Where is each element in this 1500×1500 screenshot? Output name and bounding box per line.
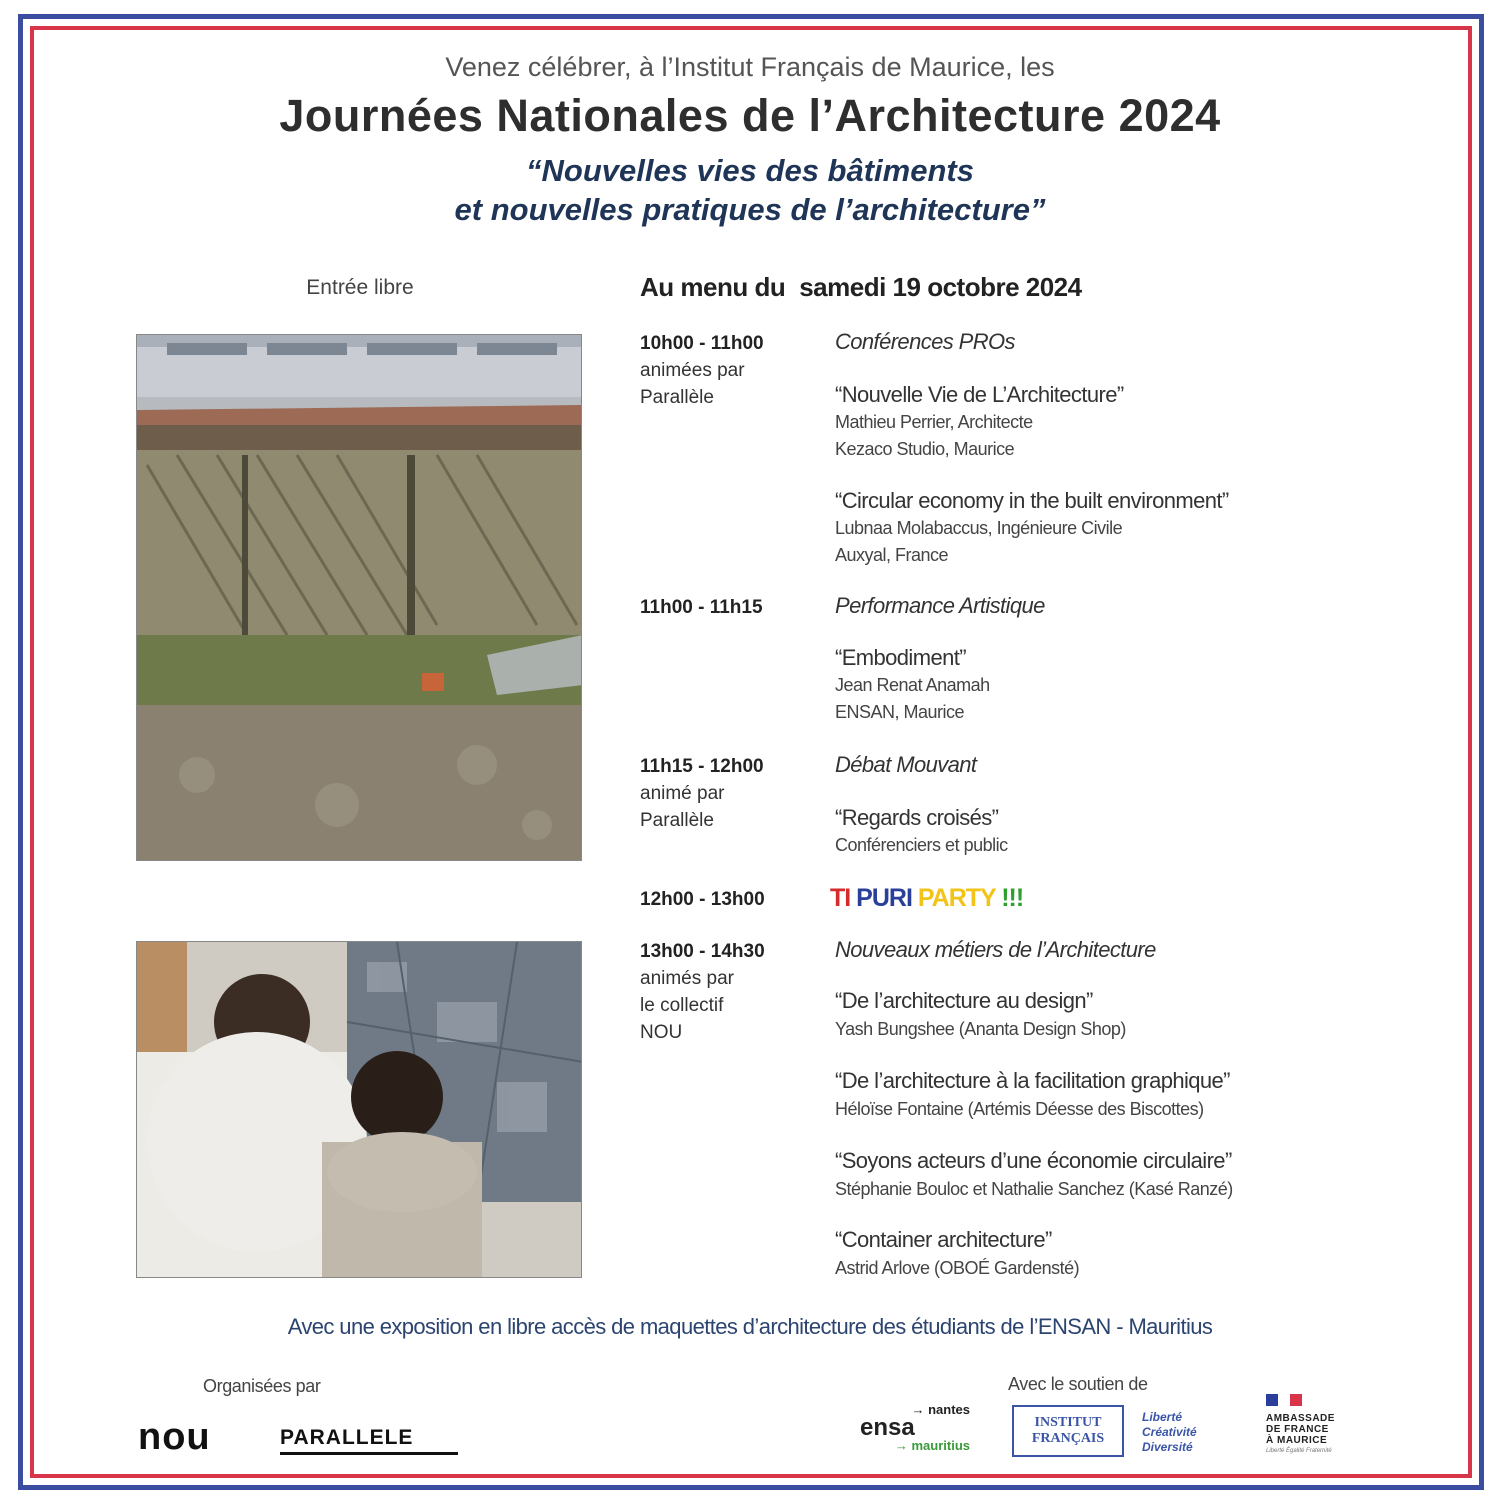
- organised-by-label: Organisées par: [203, 1376, 321, 1396]
- motto-liberte-creativite-diversite: [1142, 1410, 1197, 1455]
- host-3b: Parallèle: [640, 810, 714, 831]
- embassy-line-1: AMBASSADE: [1266, 1413, 1335, 1424]
- subtitle-line-1: “Nouvelles vies des bâtiments: [526, 153, 974, 188]
- host-3a: animé par: [640, 783, 725, 804]
- talk-title-5-3: “Soyons acteurs d’une économie circulaire”: [835, 1148, 1232, 1173]
- host-1a: animées par: [640, 360, 745, 381]
- parallele-logo-text: PARALLELE: [280, 1426, 414, 1449]
- embassy-motto: Liberté Égalité Fraternité: [1266, 1448, 1332, 1454]
- page-title: Journées Nationales de l’Architecture 2024: [279, 90, 1221, 141]
- speaker-2-1: [835, 672, 990, 726]
- motto-1: Liberté: [1142, 1410, 1183, 1424]
- talk-title-5-1: “De l’architecture au design”: [835, 988, 1093, 1013]
- speaker-name: Jean Renat Anamah: [835, 675, 990, 695]
- ensa-logo: [860, 1403, 970, 1459]
- intro-text: Venez célébrer, à l’Institut Français de Maurice, les: [445, 52, 1055, 82]
- ensa-nantes: → nantes: [911, 1402, 970, 1417]
- speaker-name: Mathieu Perrier, Architecte: [835, 412, 1033, 432]
- party-exclaim: !!!: [1001, 884, 1024, 912]
- session-title-3: Débat Mouvant: [835, 752, 977, 777]
- talk-title-3-1: “Regards croisés”: [835, 805, 999, 830]
- if-line-1: INSTITUT: [1034, 1415, 1102, 1430]
- photo-old-building: [136, 334, 582, 861]
- french-flag-icon: [1266, 1394, 1302, 1406]
- time-slot-2: [640, 594, 820, 621]
- time-1: 10h00 - 11h00: [640, 333, 764, 354]
- menu-label: Au menu du: [640, 272, 786, 302]
- free-entry-label: Entrée libre: [306, 276, 414, 299]
- time-5: 13h00 - 14h30: [640, 941, 765, 962]
- menu-heading: [640, 272, 1082, 303]
- time-3: 11h15 - 12h00: [640, 756, 764, 777]
- talk-title-5-4: “Container architecture”: [835, 1227, 1052, 1252]
- time-slot-1: [640, 330, 820, 411]
- speaker-3-1: Conférenciers et public: [835, 835, 1008, 855]
- menu-date: samedi 19 octobre 2024: [799, 272, 1082, 302]
- ti-puri-party: [830, 884, 1023, 913]
- motto-2: Créativité: [1142, 1425, 1197, 1439]
- speaker-org: ENSAN, Maurice: [835, 702, 965, 722]
- institut-francais-logo: [1012, 1405, 1124, 1457]
- talk-title-1-1: “Nouvelle Vie de L’Architecture”: [835, 382, 1124, 407]
- party-word-ti: TI: [830, 884, 851, 912]
- speaker-name: Lubnaa Molabaccus, Ingénieure Civile: [835, 518, 1123, 538]
- speaker-org: Auxyal, France: [835, 545, 949, 565]
- time-2: 11h00 - 11h15: [640, 597, 763, 618]
- party-word-party: PARTY: [917, 884, 996, 912]
- exhibition-note: Avec une exposition en libre accès de maquettes d’architecture des étudiants de l’ENSAN - Mauritius: [287, 1314, 1213, 1339]
- speaker-1-1: [835, 409, 1033, 463]
- talk-title-1-2: “Circular economy in the built environment”: [835, 488, 1229, 513]
- party-word-puri: PURI: [856, 884, 912, 912]
- time-slot-4: [640, 886, 820, 913]
- talk-title-5-2: “De l’architecture à la facilitation graphique”: [835, 1068, 1230, 1093]
- ensa-name: ensa: [860, 1414, 915, 1441]
- embassy-logo: [1266, 1393, 1376, 1455]
- embassy-line-2: DE FRANCE: [1266, 1424, 1329, 1435]
- photo-map-viewers: [136, 941, 582, 1278]
- speaker-5-1: Yash Bungshee (Ananta Design Shop): [835, 1019, 1126, 1039]
- talk-title-2-1: “Embodiment”: [835, 645, 966, 670]
- time-slot-3: [640, 753, 820, 834]
- host-5c: NOU: [640, 1022, 683, 1043]
- parallele-logo: [280, 1420, 458, 1455]
- session-title-5: Nouveaux métiers de l’Architecture: [835, 937, 1156, 962]
- session-title-2: Performance Artistique: [835, 593, 1045, 618]
- speaker-org: Kezaco Studio, Maurice: [835, 439, 1015, 459]
- time-4: 12h00 - 13h00: [640, 889, 765, 910]
- speaker-1-2: [835, 515, 1122, 569]
- nou-logo: nou: [138, 1416, 211, 1458]
- host-1b: Parallèle: [640, 387, 714, 408]
- host-5b: le collectif: [640, 995, 724, 1016]
- subtitle-line-2: et nouvelles pratiques de l’architecture”: [454, 192, 1046, 227]
- support-label: Avec le soutien de: [1008, 1374, 1148, 1394]
- host-5a: animés par: [640, 968, 734, 989]
- time-slot-5: [640, 938, 820, 1046]
- speaker-5-2: Héloïse Fontaine (Artémis Déesse des Biscottes): [835, 1099, 1204, 1119]
- ensa-mauritius: → mauritius: [894, 1438, 970, 1453]
- session-title-1: Conférences PROs: [835, 329, 1015, 354]
- embassy-line-3: À MAURICE: [1266, 1435, 1328, 1446]
- if-line-2: FRANÇAIS: [1031, 1431, 1105, 1446]
- speaker-5-3: Stéphanie Bouloc et Nathalie Sanchez (Kasé Ranzé): [835, 1179, 1233, 1199]
- motto-3: Diversité: [1142, 1440, 1193, 1454]
- speaker-5-4: Astrid Arlove (OBOÉ Gardensté): [835, 1258, 1080, 1278]
